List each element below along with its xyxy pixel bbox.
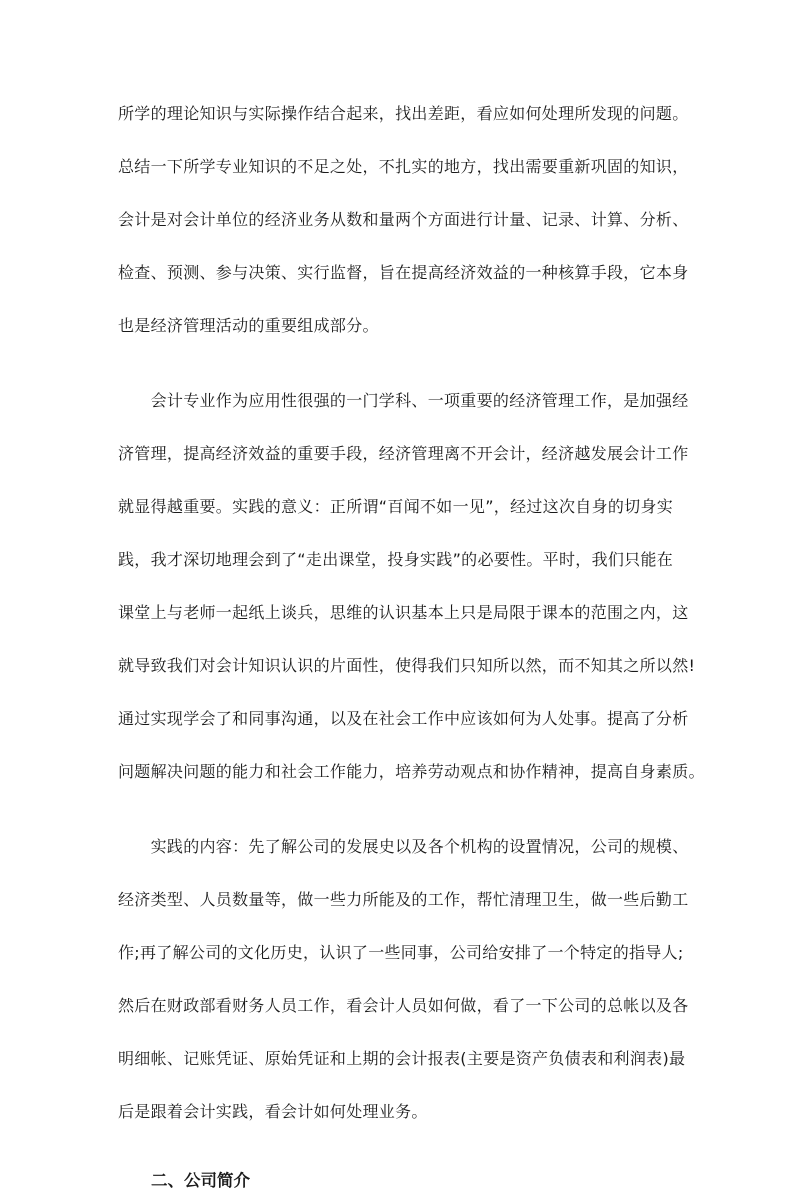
text-line: 会计专业作为应用性很强的一门学科、一项重要的经济管理工作，是加强经 <box>118 391 689 410</box>
text-line: 会计是对会计单位的经济业务从数和量两个方面进行计量、记录、计算、分析、 <box>118 210 689 229</box>
section-heading: 二、公司简介 <box>151 1171 250 1190</box>
text-line: 课堂上与老师一起纸上谈兵，思维的认识基本上只是局限于课本的范围之内，这 <box>118 603 689 622</box>
paragraph-2 <box>118 390 705 782</box>
text-line: 济管理，提高经济效益的重要手段，经济管理离不开会计，经济越发展会计工作 <box>118 444 689 463</box>
text-line: 所学的理论知识与实际操作结合起来，找出差距，看应如何处理所发现的问题。 <box>118 104 689 123</box>
text-line: 践，我才深切地理会到了“走出课堂，投身实践”的必要性。平时，我们只能在 <box>118 550 674 569</box>
paragraph-3 <box>118 836 689 1122</box>
text-line: 后是跟着会计实践，看会计如何处理业务。 <box>118 1102 428 1121</box>
text-line: 总结一下所学专业知识的不足之处，不扎实的地方，找出需要重新巩固的知识， <box>118 157 689 176</box>
text-line: 实践的内容：先了解公司的发展史以及各个机构的设置情况，公司的规模、 <box>118 837 689 856</box>
paragraph-1 <box>118 103 689 336</box>
document-page <box>118 103 705 1192</box>
text-line: 经济类型、人员数量等，做一些力所能及的工作，帮忙清理卫生，做一些后勤工 <box>118 890 689 909</box>
text-line: 就显得越重要。实践的意义：正所谓“百闻不如一见”，经过这次自身的切身实 <box>118 497 674 516</box>
text-line: 然后在财政部看财务人员工作，看会计人员如何做，看了一下公司的总帐以及各 <box>118 996 689 1015</box>
text-line: 通过实现学会了和同事沟通，以及在社会工作中应该如何为人处事。提高了分析 <box>118 709 689 728</box>
text-line: 检查、预测、参与决策、实行监督，旨在提高经济效益的一种核算手段，它本身 <box>118 263 689 282</box>
text-line: 明细帐、记账凭证、原始凭证和上期的会计报表(主要是资产负债表和利润表)最 <box>118 1049 686 1068</box>
text-line: 作;再了解公司的文化历史，认识了一些同事，公司给安排了一个特定的指导人; <box>118 943 684 962</box>
text-line: 问题解决问题的能力和社会工作能力，培养劳动观点和协作精神，提高自身素质。 <box>118 762 705 781</box>
text-line: 就导致我们对会计知识认识的片面性，使得我们只知所以然，而不知其之所以然! <box>118 656 696 675</box>
text-line: 也是经济管理活动的重要组成部分。 <box>118 316 379 335</box>
